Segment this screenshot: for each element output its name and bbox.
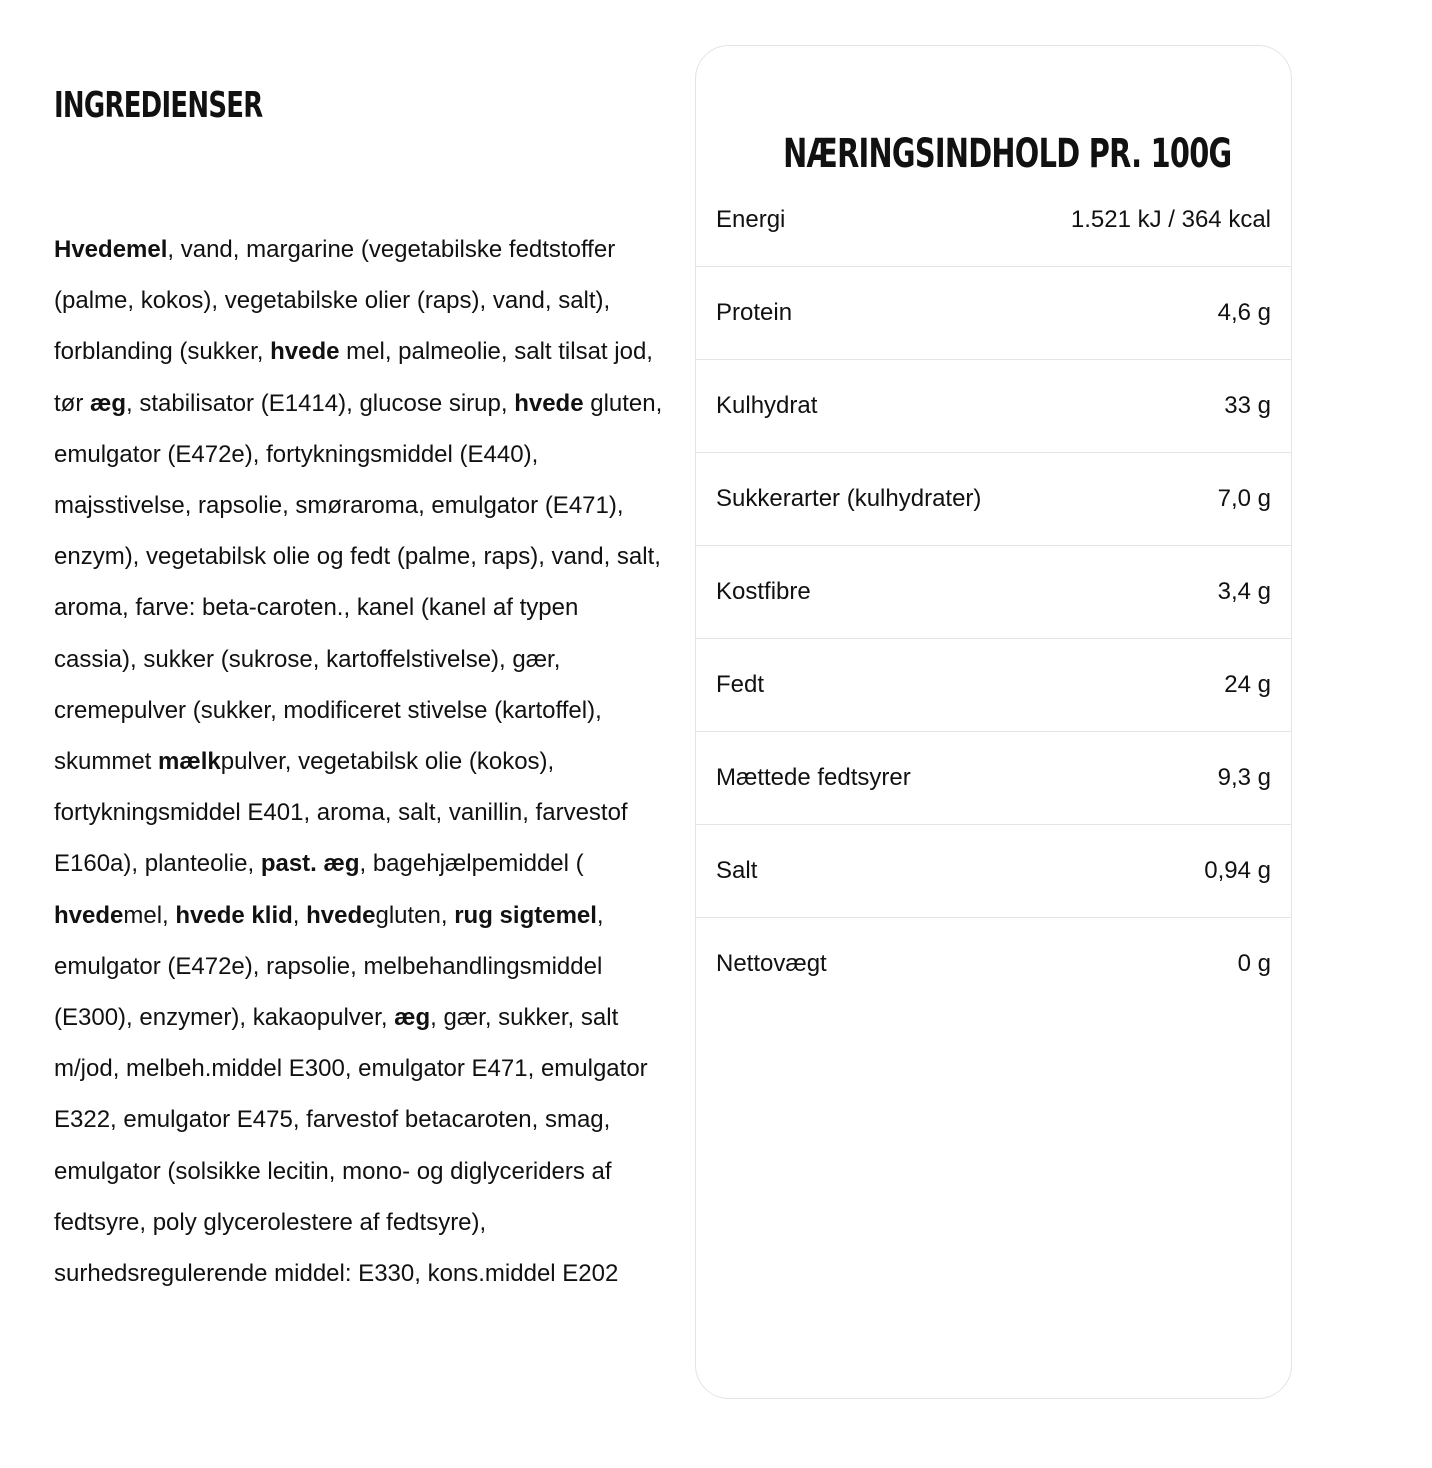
- nutrition-label: Kostfibre: [716, 578, 811, 605]
- ingredient-segment: , gær, sukker, salt m/jod, melbeh.middel E300, emulgator E471, emulgator E322, emulgator E475, farvestof betacaroten, smag, emulgator (solsikke lecitin, mono- og diglyceriders af fedtsyre, poly glycerolestere af fedtsyre), surhedsregulerende middel: E330, kons.middel E202: [54, 1004, 648, 1288]
- ingredient-segment: mælk: [158, 748, 221, 776]
- nutrition-label: Sukkerarter (kulhydrater): [716, 485, 982, 512]
- ingredient-segment: Hvedemel: [54, 236, 168, 263]
- ingredient-segment: hvede: [54, 901, 124, 929]
- nutrition-label: Fedt: [716, 671, 765, 698]
- ingredient-segment: mel, palmeolie, salt tilsat jod, tør: [54, 338, 653, 417]
- nutrition-table: [696, 174, 1291, 1010]
- nutrition-row-energy: [696, 174, 1291, 267]
- nutrition-row-fibre: [696, 546, 1291, 639]
- ingredient-segment: æg: [394, 1004, 431, 1032]
- ingredients-text: [54, 224, 664, 1299]
- ingredient-segment: , stabilisator (E1414), glucose sirup,: [126, 389, 515, 417]
- ingredients-title: INGREDIENSER: [54, 85, 263, 126]
- nutrition-row-salt: [696, 825, 1291, 918]
- nutrition-value: 4,6 g: [1217, 299, 1271, 326]
- ingredient-segment: , emulgator (E472e), rapsolie, melbehandlingsmiddel (E300), enzymer), kakaopulver,: [54, 901, 604, 1032]
- ingredient-segment: hvede klid: [175, 901, 293, 929]
- ingredient-segment: ,: [292, 901, 307, 929]
- nutrition-value: 3,4 g: [1217, 578, 1271, 605]
- nutrition-value: 0 g: [1237, 950, 1271, 977]
- ingredients-section: [54, 80, 664, 1323]
- nutrition-value: 1.521 kJ / 364 kcal: [1070, 206, 1271, 233]
- ingredient-segment: , vand, margarine (vegetabilske fedtstoffer (palme, kokos), vegetabilske olier (raps), vand, salt), forblanding (sukker,: [54, 236, 616, 366]
- nutrition-label: Energi: [716, 206, 786, 233]
- ingredient-segment: , bagehjælpemiddel (: [359, 850, 584, 878]
- nutrition-row-sugars: [696, 453, 1291, 546]
- nutrition-value: 33 g: [1224, 392, 1271, 419]
- ingredient-segment: gluten,: [375, 901, 455, 929]
- nutrition-value: 7,0 g: [1217, 485, 1271, 512]
- nutrition-label: Salt: [716, 857, 758, 884]
- nutrition-label: Protein: [716, 299, 793, 326]
- ingredient-segment: æg: [90, 389, 126, 417]
- nutrition-row-net-weight: [696, 918, 1291, 1010]
- ingredient-segment: rug sigtemel: [454, 901, 597, 929]
- ingredient-segment: gluten, emulgator (E472e), fortykningsmiddel (E440), majsstivelse, rapsolie, smøraroma, emulgator (E471), enzym), vegetabilsk olie og fedt (palme, raps), vand, salt, aroma, farve: beta-caroten., kanel (kanel af typen cassia), sukker (sukrose, kartoffelstivelse), gær, cremepulver (sukker, modificeret stivelse (kartoffel), skummet: [54, 389, 663, 776]
- ingredient-segment: mel,: [123, 901, 176, 929]
- nutrition-value: 24 g: [1224, 671, 1271, 698]
- nutrition-label: Mættede fedtsyrer: [716, 764, 911, 791]
- nutrition-row-protein: [696, 267, 1291, 360]
- nutrition-title: NÆRINGSINDHOLD PR. 100G: [783, 131, 1232, 177]
- nutrition-card: [695, 45, 1292, 1399]
- nutrition-value: 9,3 g: [1217, 764, 1271, 791]
- ingredient-segment: hvede: [514, 389, 584, 417]
- nutrition-row-fat: [696, 639, 1291, 732]
- ingredient-segment: hvede: [270, 338, 340, 366]
- nutrition-label: Kulhydrat: [716, 392, 818, 419]
- nutrition-row-carbohydrate: [696, 360, 1291, 453]
- ingredient-segment: hvede: [306, 901, 376, 929]
- nutrition-value: 0,94 g: [1204, 857, 1271, 884]
- nutrition-label: Nettovægt: [716, 950, 827, 977]
- ingredient-segment: pulver, vegetabilsk olie (kokos), fortykningsmiddel E401, aroma, salt, vanillin, farvestof E160a), planteolie,: [54, 748, 628, 878]
- nutrition-row-saturated-fat: [696, 732, 1291, 825]
- ingredient-segment: past. æg: [260, 850, 360, 878]
